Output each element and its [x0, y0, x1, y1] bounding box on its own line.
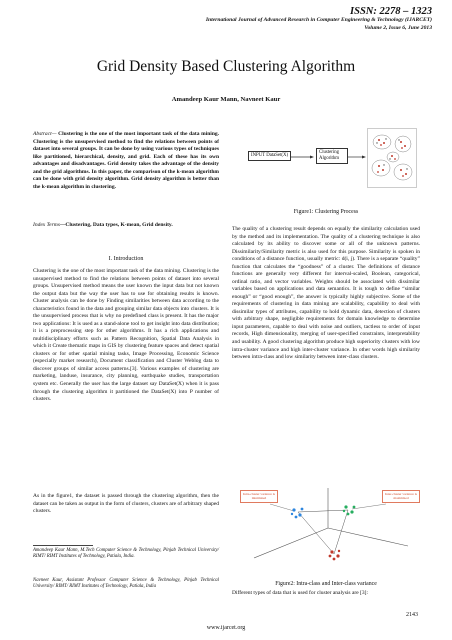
abstract-label: Abstract—: [33, 131, 57, 137]
figure1: [232, 126, 420, 206]
intro-paragraph-1: Clustering is the one of the most important task of the data mining. Clustering is the unsupervised method to find the relations between points of dataset into several groups. Unsupervised method means the user known the input data but not known the output data but the way the user has to use for obtaining results is known. Cluster analysis can be done by Finding similarities between data according to the characteristics found in the data and grouping similar data objects into clusters. It is the unsupervised process that is why no predefined class is present. It has the major two applications: It is used as a stand-alone tool to get insight into data distribution; it is a preprocessing step for other algorithms. It has a rich applications and multidisciplinary efforts such as Pattern Recognition, Spatial Data Analysis in which it Create thematic maps in GIS by clustering feature spaces and detect spatial clusters or for other spatial mining tasks, Image Processing, Economic Science (especially market research), Document classification and Cluster Weblog data to discover groups of similar access patterns.[3]. Various examples of clustering are marketing, landuse, insurance, city planning, earthquake studies, transportation system etc. Generally the user has the large dataset say DataSet(X) when it is pass through the clustering algorithm it partitioned the DataSet(X) into P number of clusters.: [33, 268, 219, 403]
journal-name: International Journal of Advanced Research in Computer Engineering & Technology (IJARCET): [205, 17, 432, 23]
figure1-clusters-image: [367, 128, 417, 188]
paper-title: Grid Density Based Clustering Algorithm: [96, 58, 356, 75]
figure2-inter-cluster-box: Inter-cluster variance is maximized: [382, 490, 420, 503]
index-terms-text: —Clustering, Data types, K-mean, Grid density.: [59, 222, 173, 228]
figure2-intra-cluster-box: Intra-cluster variance is minimized: [240, 490, 278, 503]
paper-authors: Amandeep Kaur Mann, Navneet Kaur: [171, 96, 281, 103]
figure2: [236, 482, 418, 578]
figure1-caption: Figure1: Clustering Process: [293, 209, 359, 215]
figure2-caption: Figure2: Intra-class and Inter-class variance: [275, 581, 377, 587]
footnote-rule: [33, 545, 93, 546]
footnote-author-2: Navneet Kaur, Assistant Professor Computer Science & Technology, Pinjab Technical University/ RIMT/ RIMT Institutes of Technology, Patiala, India: [33, 578, 219, 590]
section-heading-introduction: I. Introduction: [108, 256, 144, 262]
figure1-algorithm-box: Clustering Algorithm: [316, 148, 348, 164]
page-number: 2143: [406, 612, 418, 618]
index-terms-label: Index Terms: [33, 222, 60, 228]
abstract-text: Clustering is the one of the most important task of the data mining. Clustering is the unsupervised method to find the relations between points of dataset into several groups. It can be done by using various types of techniques like partitioned, hierarchical, density, and grid. Each of these has its own advantages and disadvantages. Grid density takes the advantage of the density and the grid algorithms. In this paper, the comparison of the k-mean algorithm can be done with grid density algorithm. Grid density algorithm is better than the k-mean algorithm in clustering.: [33, 131, 219, 190]
figure1-input-box: INPUT DataSet(X): [248, 151, 291, 161]
abstract: [33, 131, 219, 191]
journal-volume: Volume 2, Issue 6, June 2013: [364, 25, 432, 31]
footnote-author-1: Amandeep Kaur Mann, M.Tech Computer Science & Technology, Pinjab Technical University/ RIMT/ RIMT Institutes of Technology, Patiala, India.: [33, 548, 219, 560]
intro-paragraph-2: As in the figure1, the dataset is passed through the clustering algorithm, then the dataset can be taken as output in the form of clusters, clusters are of arbitrary shaped clusters.: [33, 493, 220, 515]
website-url[interactable]: www.ijarcet.org: [206, 625, 246, 631]
body-paragraph-quality: The quality of a clustering result depends on equally the similarity calculation used by the method and its implementation. The quality of a clustering technique is also calculated by its ability to discover some or all of the unknown patterns. Dissimilarity/Similarity metric is also used for this purpose. Similarity is spoken in conditions of a distance function, usually metric: d(i, j). There is a separate “quality” function that calculates the “goodness” of a cluster. The definitions of distance functions are generally very different for interval-scaled, Boolean, categorical, ordinal ratio, and vector variables. Weights should be associated with dissimilar variables based on applications and data semantics. It is tough to define “similar enough” or “good enough”, the answer is typically highly subjective. Some of the requirements of clustering in data mining are scalability, capability to deal with dissimilar types of attributes, capability to hold dynamic data, detection of clusters with arbitrary shape, negligible requirements for domain knowledge to determine input parameters, capable to deal with noise and outliers, tactless to order of input records, High dimensionality, merging of user-specified constraints, interpretability and usability. A good clustering algorithm produce high superiority clusters with low intra-cluster variance and high inter-cluster variance. In other words high similarity between intra-class and low similarity between inter-class clusters.: [232, 226, 420, 361]
issn: ISSN: 2278 – 1323: [350, 6, 432, 17]
body-paragraph-data-types: Different types of data that is used for cluster analysis are [3]:: [232, 590, 368, 596]
index-terms: [33, 222, 219, 230]
